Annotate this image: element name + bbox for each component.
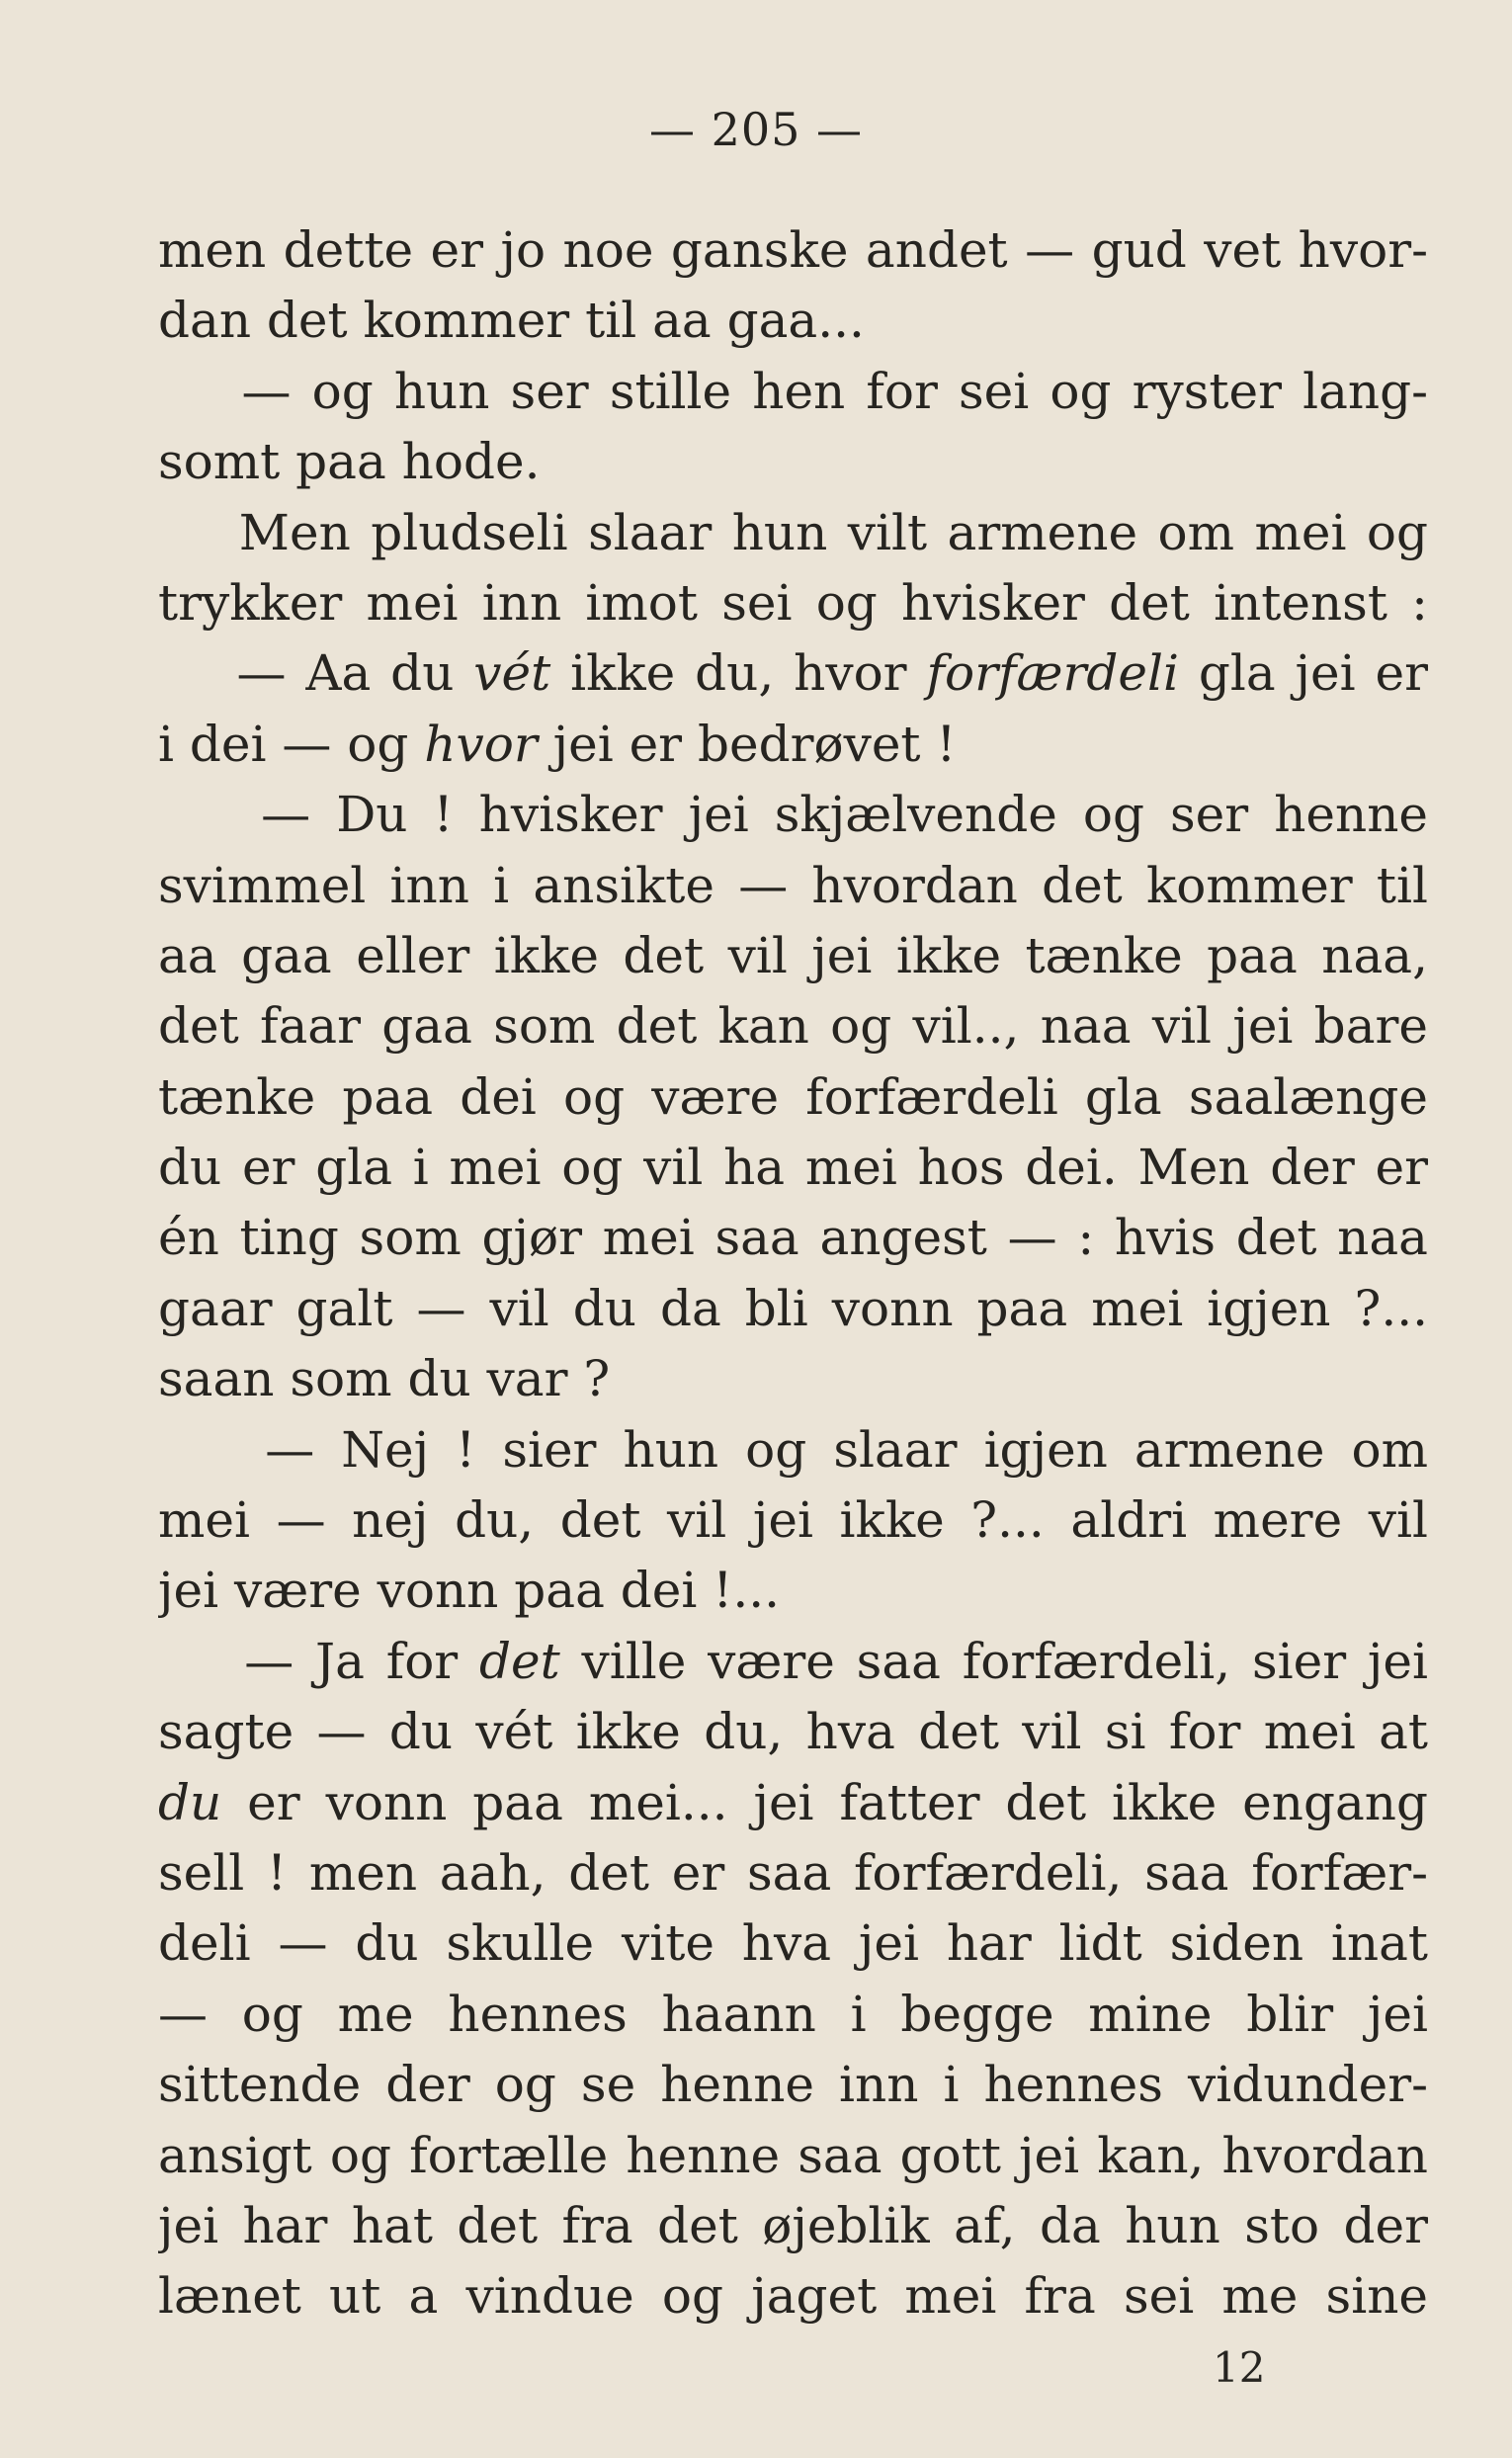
text-run: — Ja for	[158, 1632, 480, 1690]
text-run: du er gla i mei og vil ha mei hos dei. Men der er	[158, 1139, 1428, 1197]
text-run: ville være saa forfærdeli, sier jei	[559, 1632, 1428, 1690]
text-run: tænke paa dei og være forfærdeli gla saalænge	[158, 1067, 1428, 1126]
text-line	[158, 1627, 1428, 1697]
text-run: én ting som gjør mei saa angest — : hvis det naa	[158, 1209, 1428, 1267]
text-run: jei har hat det fra det øjeblik af, da hun sto der	[158, 2196, 1428, 2254]
text-line	[158, 1274, 1428, 1344]
text-line	[158, 2191, 1428, 2261]
text-line	[158, 710, 1428, 780]
page-number: — 205 —	[648, 103, 864, 156]
text-line	[158, 1556, 1428, 1626]
text-line	[158, 1062, 1428, 1133]
text-line	[158, 1344, 1428, 1414]
text-line	[158, 498, 1428, 568]
text-line	[158, 1908, 1428, 1979]
text-line	[158, 1133, 1428, 1203]
text-run: sagte — du vét ikke du, hva det vil si for mei at	[158, 1703, 1428, 1761]
emphasized-text: forfærdeli	[926, 644, 1179, 703]
text-line	[158, 1415, 1428, 1485]
text-line	[158, 286, 1428, 356]
text-line	[158, 357, 1428, 427]
signature-mark: 12	[1213, 2343, 1266, 2392]
text-run: — Du ! hvisker jei skjælvende og ser henne	[158, 786, 1428, 844]
emphasized-text: vét	[473, 644, 551, 703]
text-line	[158, 1768, 1428, 1838]
text-line	[158, 1697, 1428, 1767]
text-run: Men pludseli slaar hun vilt armene om mei og	[158, 503, 1428, 561]
text-line	[158, 2261, 1428, 2331]
text-run: ansigt og fortælle henne saa gott jei kan, hvordan	[158, 2126, 1428, 2184]
text-run: trykker mei inn imot sei og hvisker det intenst :	[158, 573, 1428, 632]
text-line	[158, 215, 1428, 286]
text-line	[158, 1980, 1428, 2050]
text-line	[158, 2121, 1428, 2191]
text-line	[158, 780, 1428, 850]
text-line	[158, 2050, 1428, 2120]
text-run: er vonn paa mei... jei fatter det ikke engang	[221, 1773, 1428, 1831]
text-run: men dette er jo noe ganske andet — gud vet hvor-	[158, 221, 1428, 279]
text-line	[158, 991, 1428, 1061]
text-line	[158, 1485, 1428, 1556]
text-run: jei er bedrøvet !	[537, 715, 957, 773]
text-run: — og me hennes haann i begge mine blir jei	[158, 1985, 1428, 2043]
text-line	[158, 1203, 1428, 1273]
text-run: mei — nej du, det vil jei ikke ?... aldri mere vil	[158, 1491, 1428, 1550]
text-run: deli — du skulle vite hva jei har lidt siden inat	[158, 1914, 1428, 1973]
text-run: aa gaa eller ikke det vil jei ikke tænke paa naa,	[158, 926, 1428, 984]
text-line	[158, 427, 1428, 497]
emphasized-text: hvor	[424, 715, 538, 773]
text-run: lænet ut a vindue og jaget mei fra sei me sine	[158, 2267, 1428, 2326]
text-run: dan det kommer til aa gaa...	[158, 292, 865, 350]
body-text	[158, 215, 1428, 2332]
emphasized-text: det	[479, 1632, 560, 1690]
text-run: saan som du var ?	[158, 1350, 611, 1408]
text-run: svimmel inn i ansikte — hvordan det kommer til	[158, 856, 1428, 914]
emphasized-text: du	[158, 1773, 222, 1831]
text-line	[158, 851, 1428, 921]
text-run: — Aa du	[158, 644, 474, 703]
text-run: — og hun ser stille hen for sei og ryster lang-	[158, 362, 1428, 420]
text-run: jei være vonn paa dei !...	[158, 1562, 781, 1620]
text-run: gaar galt — vil du da bli vonn paa mei igjen ?...	[158, 1279, 1428, 1337]
text-run: sell ! men aah, det er saa forfærdeli, saa forfær-	[158, 1843, 1428, 1902]
text-line	[158, 638, 1428, 709]
text-line	[158, 568, 1428, 638]
text-line	[158, 1838, 1428, 1908]
text-run: ikke du, hvor	[550, 644, 927, 703]
text-run: — Nej ! sier hun og slaar igjen armene om	[158, 1420, 1428, 1479]
text-run: gla jei er	[1178, 644, 1428, 703]
text-run: sittende der og se henne inn i hennes vidunder-	[158, 2056, 1428, 2114]
text-run: i dei — og	[158, 715, 425, 773]
text-line	[158, 921, 1428, 991]
text-run: somt paa hode.	[158, 433, 541, 491]
text-run: det faar gaa som det kan og vil.., naa vil jei bare	[158, 997, 1428, 1056]
